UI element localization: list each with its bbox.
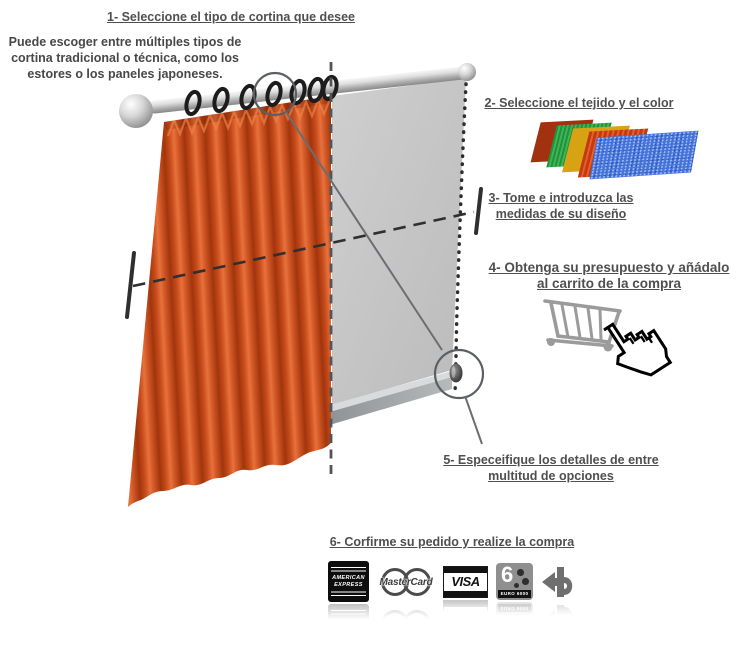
- step6-title-text: 6- Corfirme su pedido y realize la compra: [329, 535, 575, 549]
- step3-title-line: 3- Tome e introduzca las: [488, 191, 634, 205]
- step1-description-line: Puede escoger entre múltiples tipos de: [8, 35, 242, 49]
- amex-label-line1: AMERICAN: [332, 575, 365, 581]
- chain-weight-bead: [450, 364, 463, 383]
- payment-icon-euro6000: [496, 563, 533, 600]
- step1-description-line: cortina tradicional o técnica, como los: [11, 51, 239, 65]
- step5-title-line: multitud de opciones: [488, 468, 614, 483]
- euro6000-dot: [517, 569, 524, 576]
- step4-title-line: al carrito de la compra: [536, 275, 682, 291]
- panel: [326, 78, 466, 426]
- 4b-logo-glyph: [541, 564, 575, 600]
- step4-title-line: 4- Obtenga su presupuesto y añádalo: [488, 260, 730, 275]
- step5-title-line: 5- Especeifique los detalles de entre: [443, 453, 659, 467]
- visa-label: VISA: [451, 574, 480, 589]
- visa-bottom-bar: [444, 591, 487, 597]
- mastercard-label: MasterCard: [379, 576, 433, 588]
- step1-description-line: estores o los paneles japoneses.: [27, 67, 223, 81]
- rod-end-ball: [458, 63, 476, 81]
- step6-title[interactable]: [322, 535, 582, 551]
- payment-icon-american-express: [328, 561, 369, 602]
- connector-line-bottom: [465, 396, 482, 444]
- payment-icon-mastercard: [377, 562, 435, 602]
- step1-title[interactable]: [88, 10, 374, 26]
- euro6000-digit: 6: [501, 563, 514, 587]
- step1-description: [2, 34, 248, 82]
- euro6000-label: EURO 6000: [498, 590, 531, 598]
- euro6000-dot: [514, 583, 519, 588]
- step4-title[interactable]: [473, 260, 745, 291]
- step1-title-text: 1- Seleccione el tipo de cortina que desee: [107, 10, 355, 24]
- step5-title[interactable]: [438, 453, 664, 484]
- payment-icon-visa: [443, 566, 488, 598]
- fabric-swatch-blue-textured: [589, 131, 698, 180]
- amex-label-line2: EXPRESS: [334, 581, 363, 588]
- step3-title-line: medidas de su diseño: [495, 206, 627, 221]
- rod-finial-ball: [119, 94, 153, 128]
- fabric-swatches: [530, 112, 700, 182]
- step2-title[interactable]: [474, 96, 684, 112]
- euro6000-dot: [522, 578, 529, 585]
- step3-title[interactable]: [478, 191, 644, 222]
- payment-methods-row: [328, 561, 575, 602]
- payment-icon-4b: [541, 564, 575, 600]
- curtain: [128, 96, 331, 507]
- step2-title-text: 2- Seleccione el tejido y el color: [484, 96, 674, 110]
